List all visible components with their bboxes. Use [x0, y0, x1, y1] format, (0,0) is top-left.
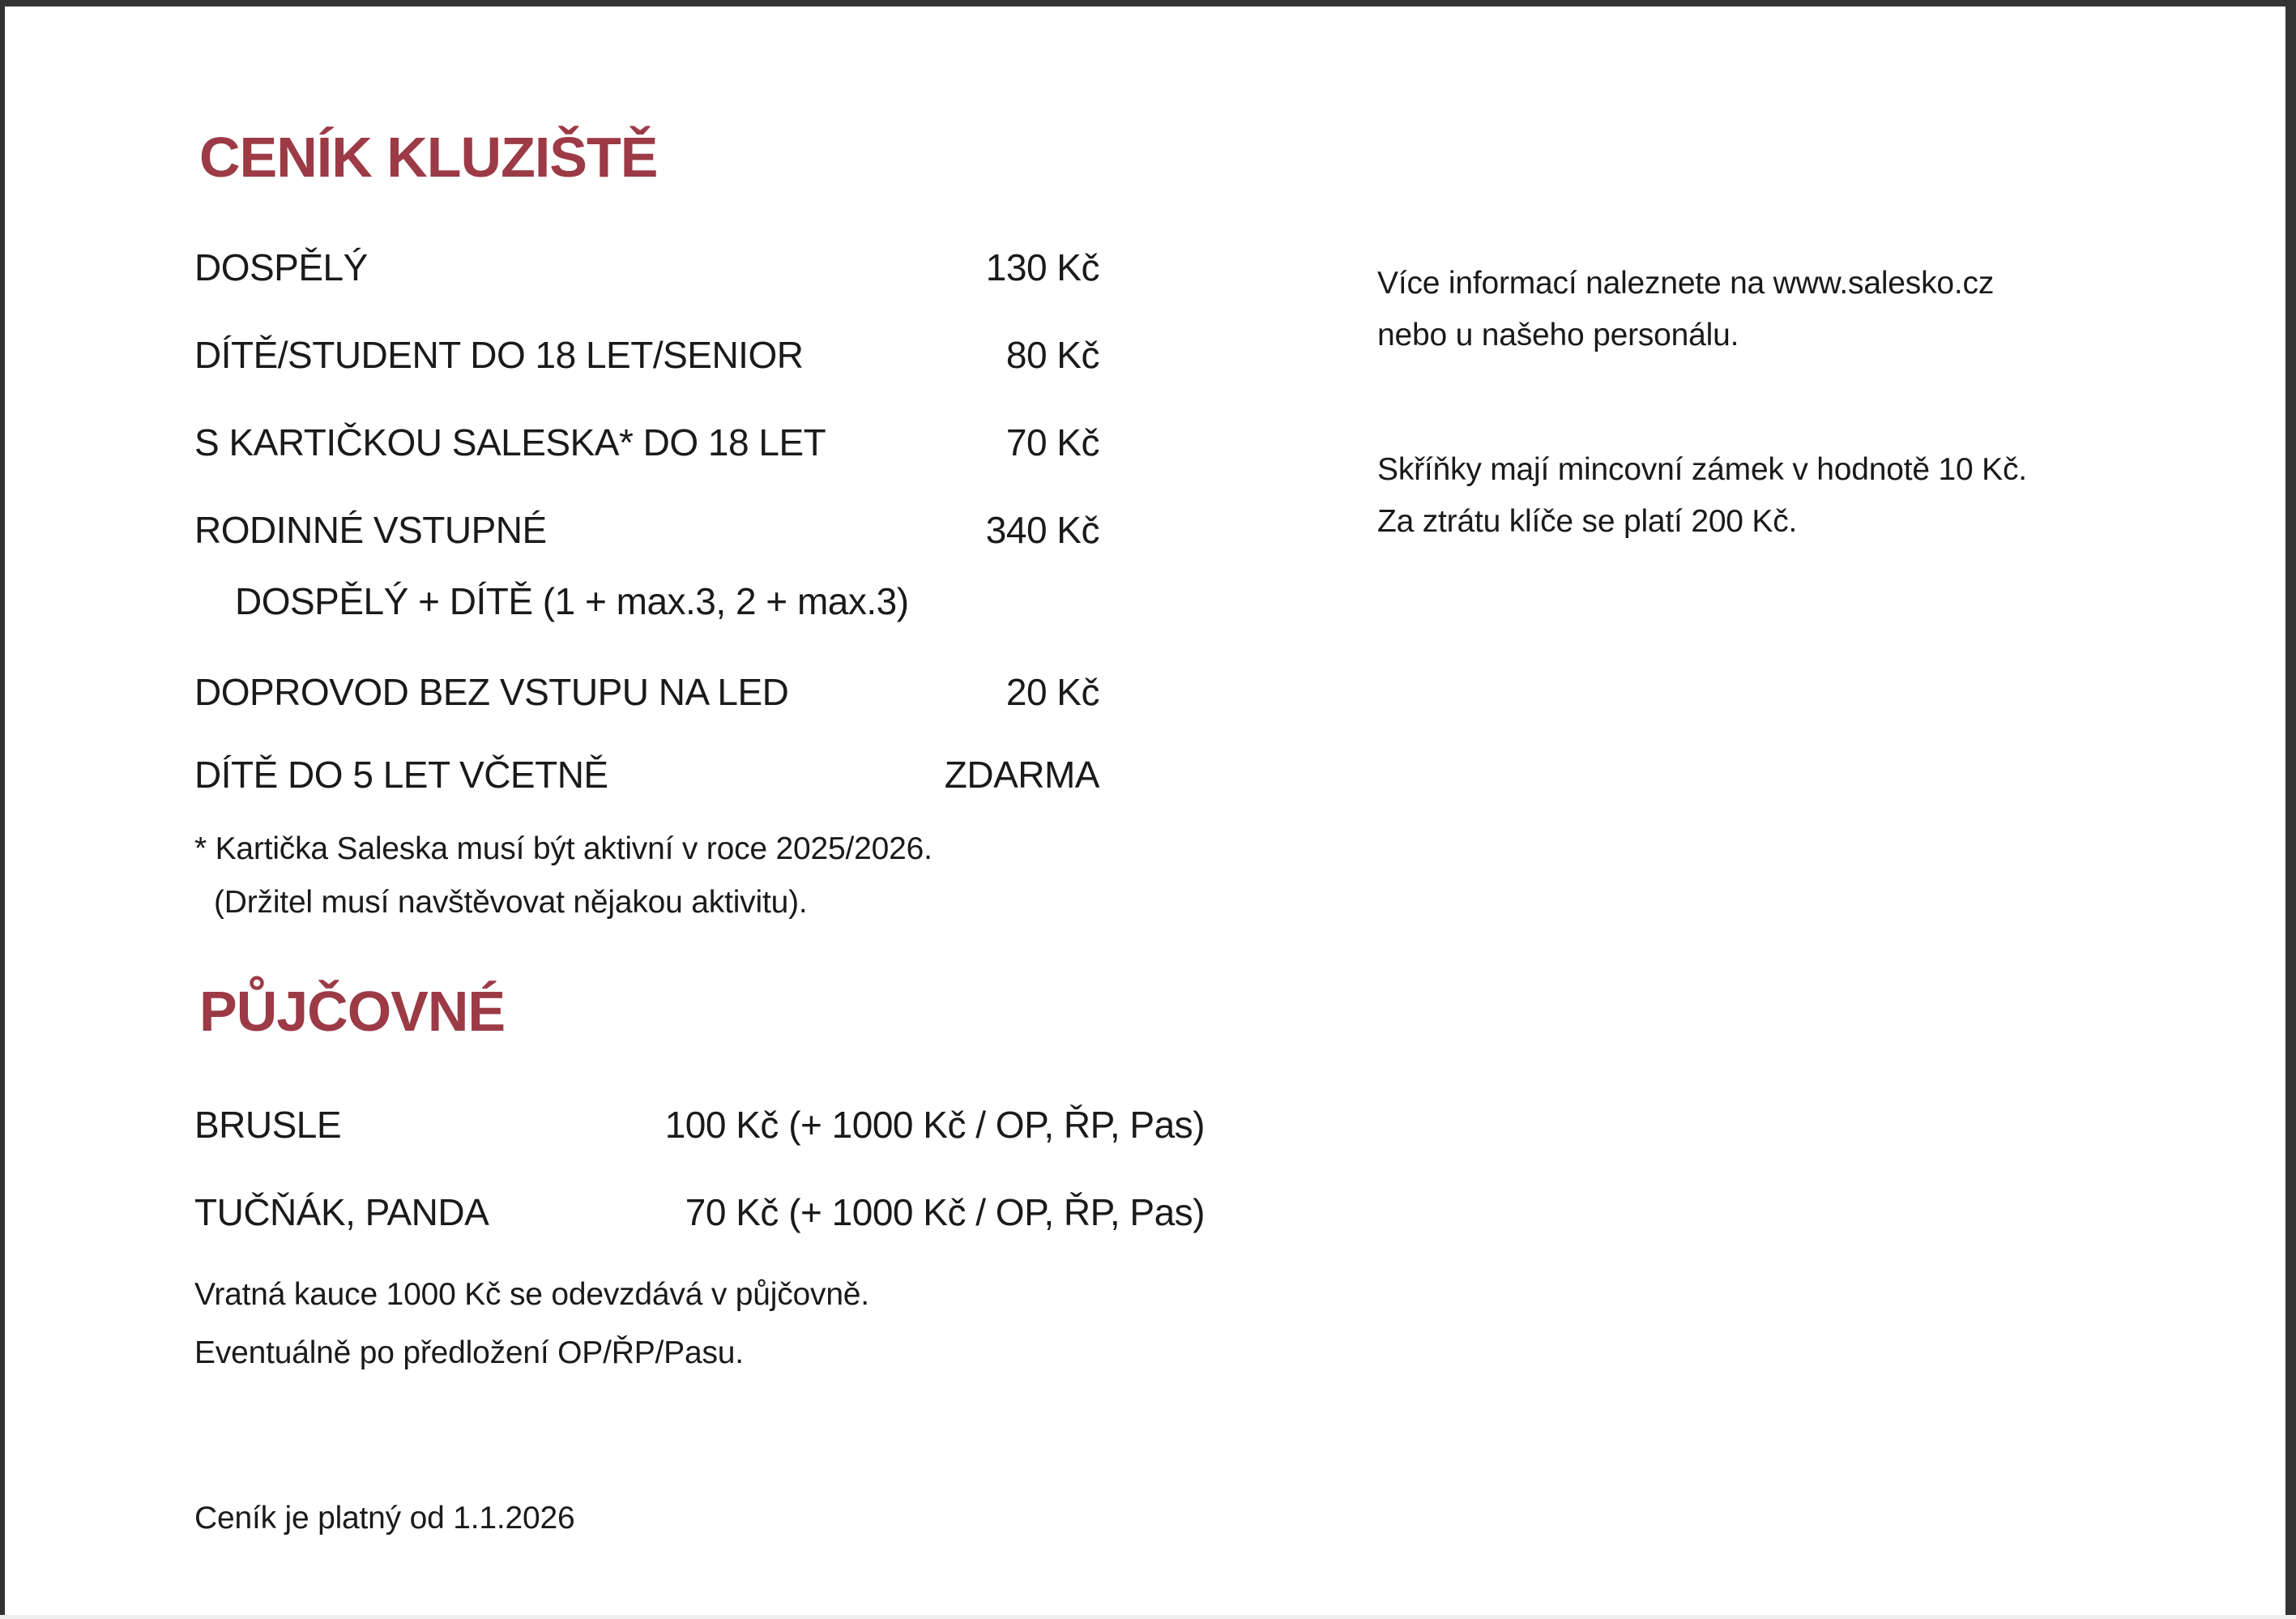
- price-row-label: RODINNÉ VSTUPNÉ: [194, 509, 547, 551]
- price-row-label: DÍTĚ/STUDENT DO 18 LET/SENIOR: [194, 334, 804, 376]
- price-row-saleska-card: [194, 420, 1099, 465]
- footnote-line-1: * Kartička Saleska musí být aktivní v roce 2025/2026.: [194, 831, 932, 866]
- price-row-value: 80 Kč: [1005, 334, 1099, 376]
- window-top-edge: [0, 0, 2296, 6]
- info-lockers-line-1: Skříňky mají mincovní zámek v hodnotě 10 Kč.: [1377, 452, 2027, 487]
- rink-pricing-title: CENÍK KLUZIŠTĚ: [199, 126, 658, 189]
- price-row-value: ZDARMA: [944, 754, 1099, 796]
- rental-row-label: TUČŇÁK, PANDA: [194, 1191, 489, 1233]
- rental-row-penguin-panda: [194, 1190, 1205, 1235]
- footnote-line-2: (Držitel musí navštěvovat nějakou aktivitu).: [214, 885, 808, 920]
- window-right-edge: [2285, 6, 2296, 1615]
- rental-row-label: BRUSLE: [194, 1104, 342, 1146]
- price-row-child-under-5: [194, 752, 1099, 797]
- price-row-label: DOSPĚLÝ: [194, 246, 368, 288]
- price-row-label: DÍTĚ DO 5 LET VČETNĚ: [194, 754, 608, 796]
- info-lockers-line-2: Za ztrátu klíče se platí 200 Kč.: [1377, 504, 1798, 539]
- price-row-value: 20 Kč: [1005, 671, 1099, 713]
- price-row-escort: [194, 669, 1099, 715]
- rental-title: PŮJČOVNÉ: [199, 980, 506, 1043]
- deposit-note-line-2: Eventuálně po předložení OP/ŘP/Pasu.: [194, 1335, 744, 1370]
- price-row-family-detail: DOSPĚLÝ + DÍTĚ (1 + max.3, 2 + max.3): [235, 580, 909, 622]
- price-row-adult: [194, 245, 1099, 290]
- info-more-line-2: nebo u našeho personálu.: [1377, 318, 1739, 352]
- price-row-child-student-senior: [194, 332, 1099, 378]
- rental-row-value: 100 Kč (+ 1000 Kč / OP, ŘP, Pas): [664, 1104, 1205, 1146]
- window-left-edge: [0, 6, 5, 1615]
- info-more-line-1: Více informací naleznete na www.salesko.cz: [1377, 266, 1995, 301]
- price-row-label: DOPROVOD BEZ VSTUPU NA LED: [194, 671, 789, 713]
- price-row-value: 70 Kč: [1005, 421, 1099, 463]
- validity-note: Ceník je platný od 1.1.2026: [194, 1501, 575, 1536]
- window-bottom-edge: [0, 1615, 2296, 1619]
- price-row-label: S KARTIČKOU SALESKA* DO 18 LET: [194, 421, 826, 463]
- price-row-family: [194, 507, 1099, 553]
- rental-row-skates: [194, 1102, 1205, 1147]
- price-row-value: 130 Kč: [985, 246, 1099, 288]
- price-row-value: 340 Kč: [985, 509, 1099, 551]
- deposit-note-line-1: Vratná kauce 1000 Kč se odevzdává v půjčovně.: [194, 1277, 869, 1312]
- rental-row-value: 70 Kč (+ 1000 Kč / OP, ŘP, Pas): [685, 1191, 1205, 1233]
